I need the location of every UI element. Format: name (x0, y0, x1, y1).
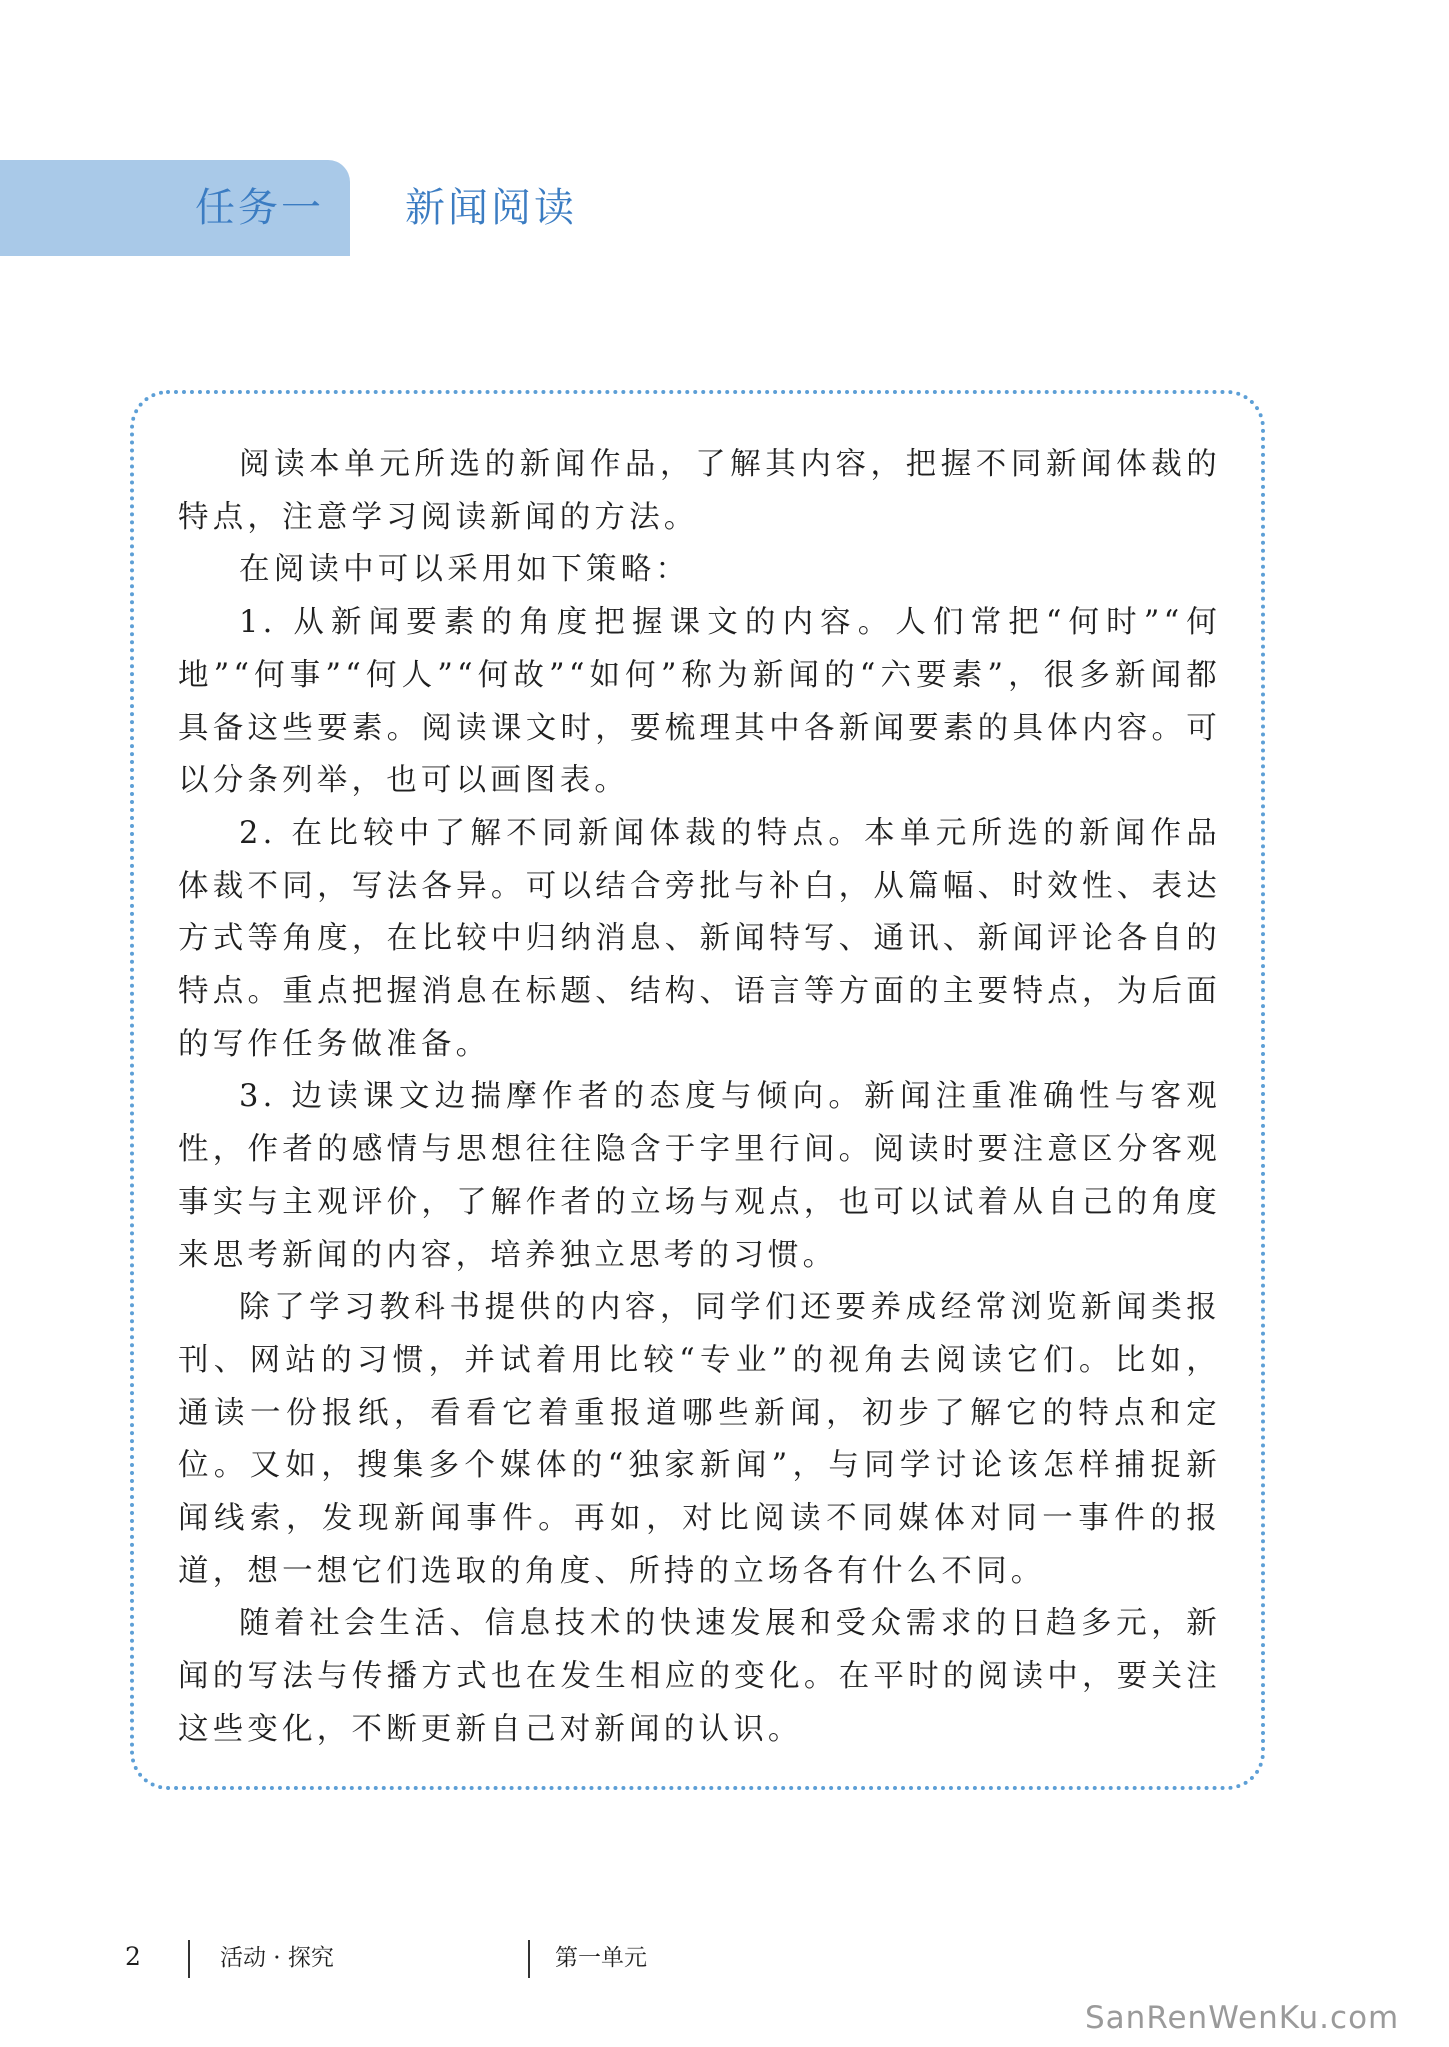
paragraph-strategy-3: 3. 边读课文边揣摩作者的态度与倾向。新闻注重准确性与客观性，作者的感情与思想往往隐含于字里行间。阅读时要注意区分客观事实与主观评价，了解作者的立场与观点，也可以试着从自己的角度来思考新闻的内容，培养独立思考的习惯。 (178, 1079, 1221, 1273)
task-title: 新闻阅读 (405, 185, 577, 231)
footer-divider (188, 1940, 190, 1978)
reading-guide-box (130, 390, 1265, 1790)
paragraph-conclusion: 随着社会生活、信息技术的快速发展和受众需求的日趋多元，新闻的写法与传播方式也在发生相应的变化。在平时的阅读中，要关注这些变化，不断更新自己对新闻的认识。 (178, 1606, 1221, 1747)
paragraph-strategy-2: 2. 在比较中了解不同新闻体裁的特点。本单元所选的新闻作品体裁不同，写法各异。可以结合旁批与补白，从篇幅、时效性、表达方式等角度，在比较中归纳消息、新闻特写、通讯、新闻评论各自的特点。重点把握消息在标题、结构、语言等方面的主要特点，为后面的写作任务做准备。 (178, 815, 1221, 1062)
watermark: SanRenWenKu.com (1085, 2000, 1400, 2036)
paragraph-strategy-lead: 在阅读中可以采用如下策略： (239, 552, 691, 588)
footer-unit-label: 第一单元 (555, 1945, 647, 1971)
page-footer (0, 1940, 1449, 1980)
footer-section-label: 活动 · 探究 (220, 1945, 334, 1971)
page-number: 2 (125, 1942, 141, 1971)
task-label: 任务一 (195, 185, 324, 231)
paragraph-extended-reading: 除了学习教科书提供的内容，同学们还要养成经常浏览新闻类报刊、网站的习惯，并试着用比较“专业”的视角去阅读它们。比如，通读一份报纸，看看它着重报道哪些新闻，初步了解它的特点和定位。又如，搜集多个媒体的“独家新闻”，与同学讨论该怎样捕捉新闻线索，发现新闻事件。再如，对比阅读不同媒体对同一事件的报道，想一想它们选取的角度、所持的立场各有什么不同。 (178, 1290, 1221, 1589)
paragraph-intro: 阅读本单元所选的新闻作品，了解其内容，把握不同新闻体裁的特点，注意学习阅读新闻的方法。 (178, 447, 1221, 535)
footer-divider (528, 1940, 530, 1978)
paragraph-strategy-1: 1. 从新闻要素的角度把握课文的内容。人们常把“何时”“何地”“何事”“何人”“何故”“如何”称为新闻的“六要素”，很多新闻都具备这些要素。阅读课文时，要梳理其中各新闻要素的具体内容。可以分条列举，也可以画图表。 (178, 605, 1221, 799)
